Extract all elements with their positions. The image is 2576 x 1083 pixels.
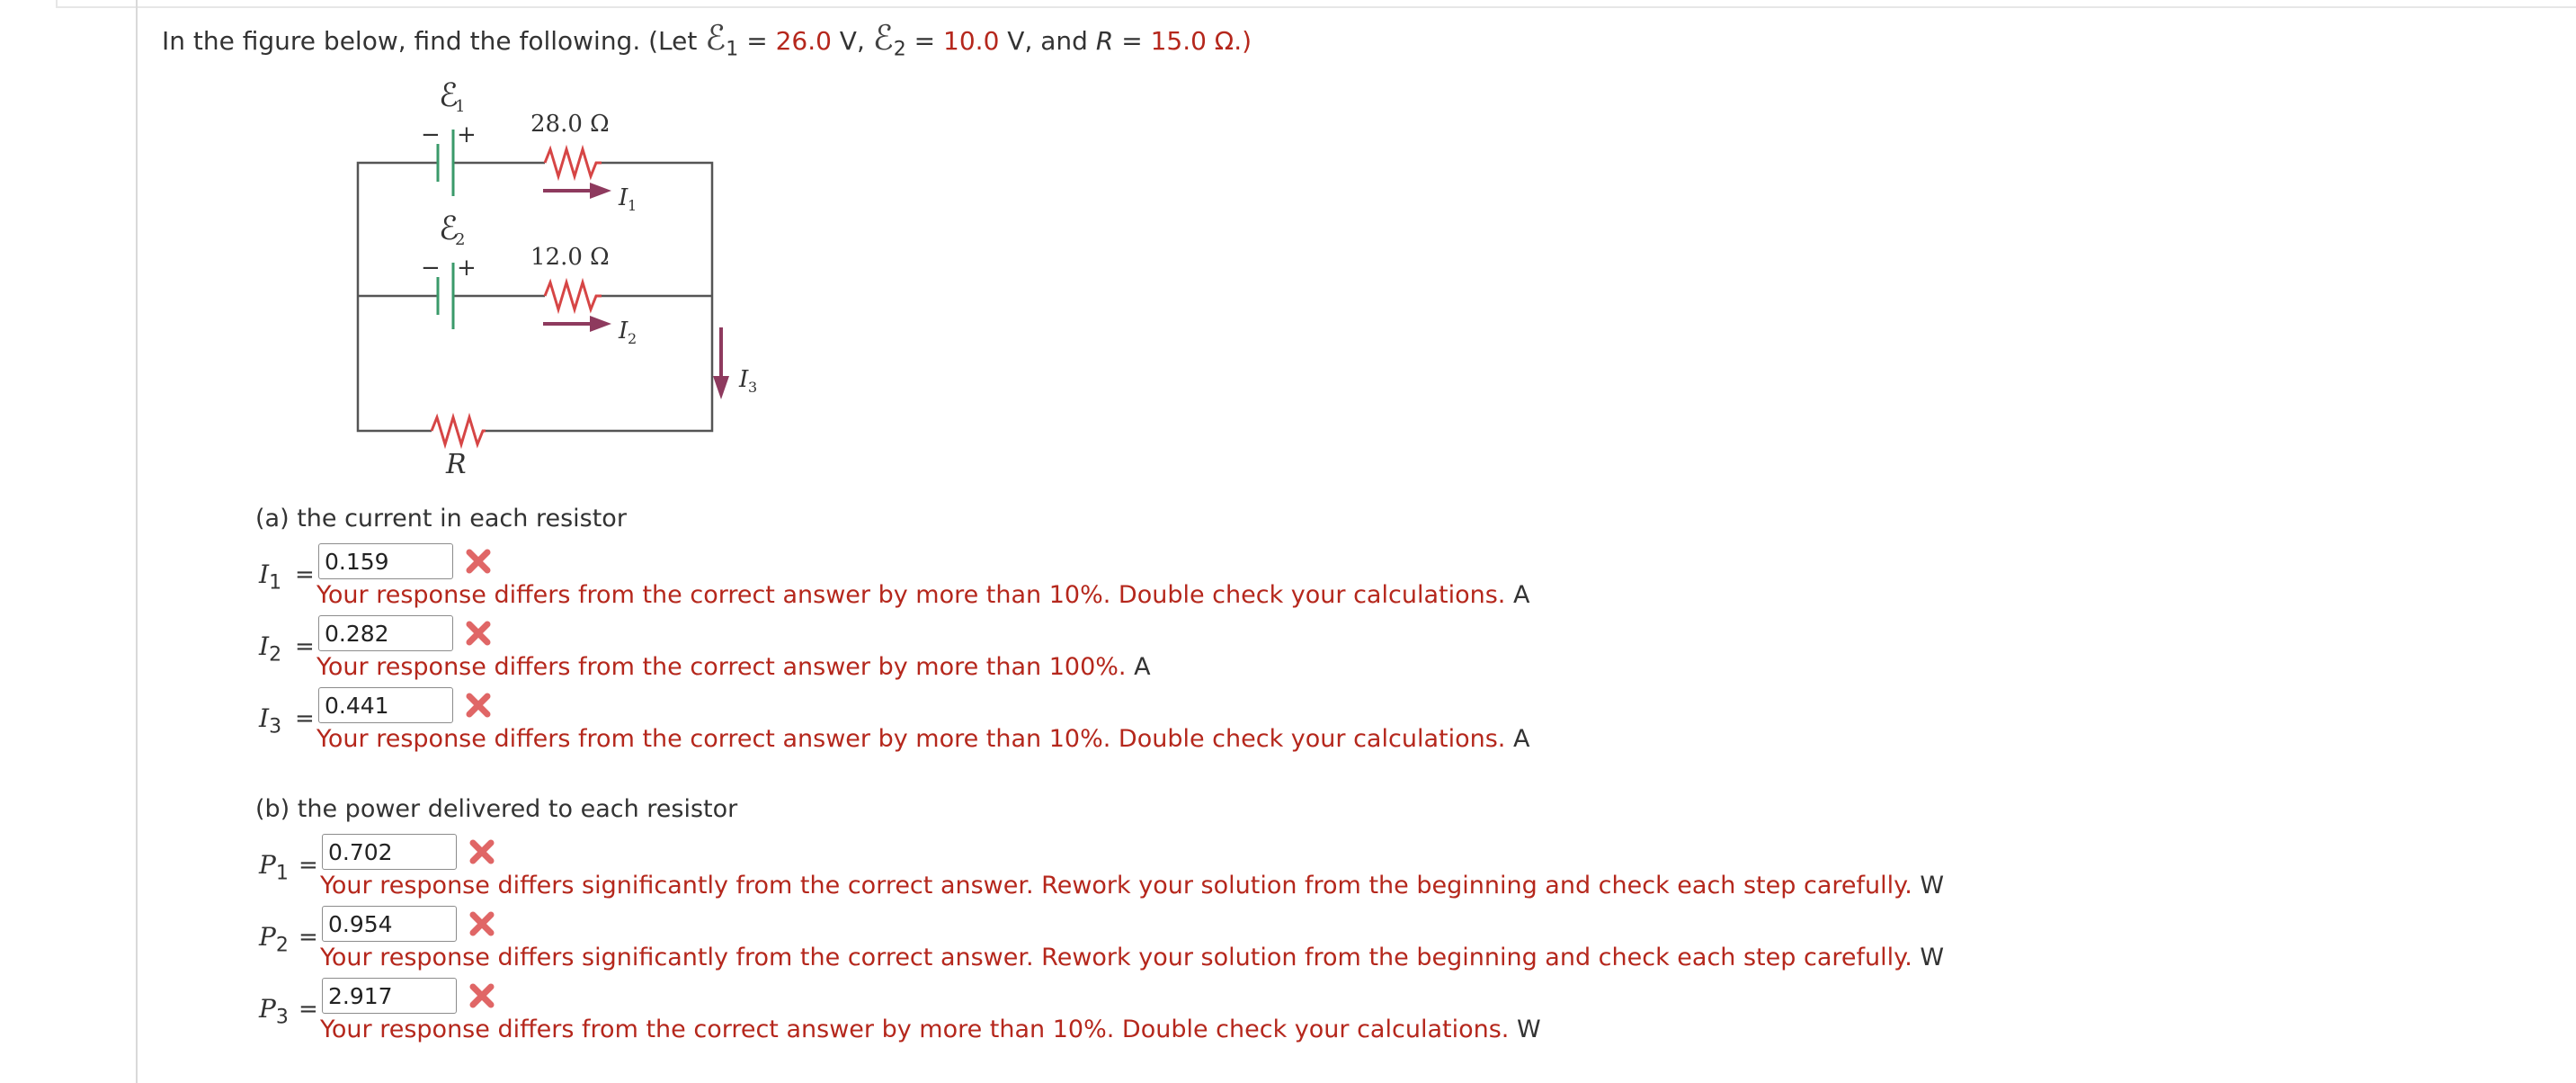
emf1-symbol: ℰ [705,18,726,58]
current-2-sub: 2 [628,330,637,347]
part-a-label: (a) the current in each resistor [255,505,627,533]
question-prefix: In the figure below, find the following. (Let [162,26,706,56]
resistor-r-label: R [446,449,467,480]
question-text [162,18,1252,70]
emf2-label-sub: 2 [455,230,466,249]
equals-sign: = [299,996,318,1023]
feedback-text: Your response differs from the correct answer by more than 10%. Double check your calculations. A [316,725,1530,753]
equals-3: = [1113,26,1151,56]
current-1-label: I [619,184,628,211]
x-mark-icon [464,691,493,720]
equals-1: = [738,26,776,56]
variable-label: $P_1$ [259,850,289,885]
r-value: 15.0 [1150,26,1207,56]
emf1-value: 26.0 [775,26,832,56]
variable-label: $P_3$ [259,994,289,1029]
emf2-unit: V, and [999,26,1096,56]
x-mark-icon [468,981,496,1010]
variable-label: $I_1$ [259,559,282,595]
answer-row-i3 [259,687,2237,759]
battery-2-plus: + [457,255,477,282]
current-1-sub: 1 [628,197,637,214]
circuit-diagram [342,70,809,484]
r-unit: Ω.) [1206,26,1252,56]
current-2-arrow [543,316,611,332]
answer-input-p2[interactable] [322,906,457,942]
answer-input-p1[interactable] [322,834,457,870]
emf2-symbol: ℰ [872,18,894,58]
feedback-text: Your response differs significantly from the correct answer. Rework your solution from the beginning and check each step carefully. W [320,944,1945,971]
battery-1-minus: − [421,121,441,148]
resistor-r-symbol [432,417,486,444]
resistor-1-label: 28.0 Ω [530,111,610,138]
emf1-label: ℰ [439,77,459,114]
battery-2-minus: − [421,255,441,282]
battery-1-plus: + [457,121,477,148]
feedback-text: Your response differs from the correct answer by more than 10%. Double check your calculations. A [316,581,1530,609]
x-mark-icon [468,837,496,866]
answer-input-p3[interactable] [322,978,457,1014]
answer-input-i3[interactable] [318,687,453,723]
current-3-sub: 3 [748,379,758,396]
equals-sign: = [295,561,315,588]
equals-sign: = [295,705,315,732]
feedback-text: Your response differs from the correct answer by more than 100%. A [316,653,1151,681]
answer-row-p3 [259,978,2237,1050]
equals-2: = [905,26,944,56]
circuit-wires [358,163,712,431]
variable-label: $P_2$ [259,922,289,957]
answer-input-i2[interactable] [318,615,453,651]
current-2-label: I [619,318,628,345]
emf2-label: ℰ [439,210,459,247]
equals-sign: = [295,633,315,660]
emf2-sub: 2 [893,38,906,61]
feedback-text: Your response differs significantly from the correct answer. Rework your solution from the beginning and check each step carefully. W [320,872,1945,900]
feedback-text: Your response differs from the correct answer by more than 10%. Double check your calculations. W [320,1016,1541,1043]
r-symbol: R [1095,26,1114,56]
answer-row-i1 [259,543,2237,615]
answer-input-i1[interactable] [318,543,453,579]
emf1-unit: V, [831,26,873,56]
answer-row-p1 [259,834,2237,906]
equals-sign: = [299,924,318,951]
x-mark-icon [464,547,493,576]
current-1-arrow [543,183,611,199]
current-3-label: I [739,366,749,393]
resistor-1-symbol [545,149,602,176]
equals-sign: = [299,852,318,879]
resistor-2-symbol [545,282,602,309]
answer-row-p2 [259,906,2237,978]
answer-row-i2 [259,615,2237,687]
resistor-2-label: 12.0 Ω [530,244,610,271]
emf1-label-sub: 1 [455,97,466,116]
emf2-value: 10.0 [943,26,1000,56]
emf1-sub: 1 [726,38,739,61]
part-b-label: (b) the power delivered to each resistor [255,795,738,823]
x-mark-icon [468,909,496,938]
variable-label: $I_2$ [259,631,282,667]
current-3-arrow [713,327,729,399]
variable-label: $I_3$ [259,703,282,738]
x-mark-icon [464,619,493,648]
